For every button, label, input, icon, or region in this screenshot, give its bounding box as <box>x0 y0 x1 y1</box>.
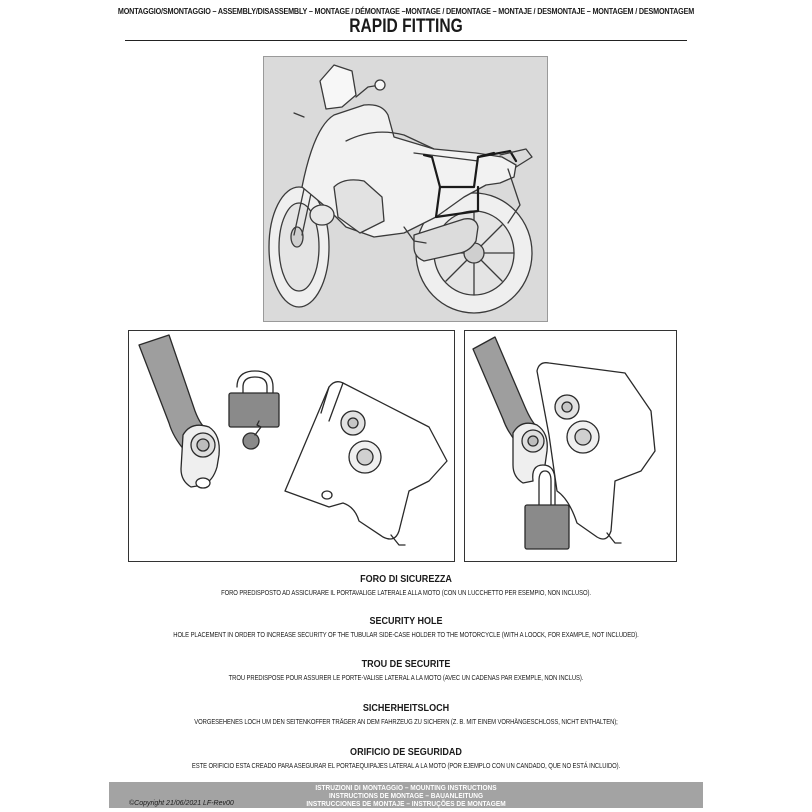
header-divider <box>125 40 687 41</box>
padlock-body <box>229 393 279 427</box>
padlock-fitted <box>525 505 569 549</box>
footer-line-3: INSTRUCCIONES DE MONTAJE – INSTRUÇÕES DE MONTAGEM <box>306 799 506 808</box>
section-title: SICHERHEITSLOCH <box>362 702 450 714</box>
key <box>243 433 259 449</box>
section-french <box>0 658 812 682</box>
copyright-notice: ©Copyright 21/06/2021 LF-Rev00 <box>129 800 234 807</box>
security-hole <box>322 491 332 499</box>
section-title: TROU DE SECURITE <box>361 658 451 670</box>
detail-panel-after <box>464 330 677 562</box>
section-body: HOLE PLACEMENT IN ORDER TO INCREASE SECURITY OF THE TUBULAR SIDE-CASE HOLDER TO THE MOTORCYCLE (WITH A LOOCK, FOR EXAMPLE, NOT INCLUDED). <box>173 630 639 639</box>
section-body: TROU PREDISPOSE POUR ASSURER LE PORTE-VALISE LATERAL A LA MOTO (AVEC UN CADENAS PAR EXEMPLE, NON INCLUS). <box>228 673 584 682</box>
padlock-shackle <box>237 371 273 395</box>
header-languages-line: MONTAGGIO/SMONTAGGIO – ASSEMBLY/DISASSEMBLY – MONTAGE / DÉMONTAGE –MONTAGE / DEMONTAGE – MONTAJE / DESMONTAJE – MONTAGEM / DESMONTAGEM <box>117 6 695 16</box>
page-title: RAPID FITTING <box>349 16 463 37</box>
detail-after-illustration <box>465 331 676 561</box>
motorcycle-overview-figure <box>263 56 548 322</box>
section-spanish <box>0 746 812 770</box>
section-body: VORGESEHENES LOCH UM DEN SEITENKOFFER TRÄGER AN DEM FAHRZEUG ZU SICHERN (Z. B. MIT EINEM VORHÄNGESCHLOSS, NICHT ENTHALTEN); <box>194 717 618 726</box>
detail-panel-before <box>128 330 455 562</box>
detail-before-illustration <box>129 331 454 561</box>
section-body: ESTE ORIFICIO ESTA CREADO PARA ASEGURAR EL PORTAEQUIPAJES LATERAL A LA MOTO (POR EJEMPLO CON UN CANDADO, QUE NO ESTÁ INCLUIDO). <box>191 761 621 770</box>
section-english <box>0 615 812 639</box>
section-italian <box>0 573 812 597</box>
section-title: ORIFICIO DE SEGURIDAD <box>350 746 462 758</box>
section-body: FORO PREDISPOSTO AD ASSICURARE IL PORTAVALIGE LATERALE ALLA MOTO (CON UN LUCCHETTO PER ESEMPIO, NON INCLUSO). <box>221 588 591 597</box>
section-title: SECURITY HOLE <box>369 615 443 627</box>
motorcycle-illustration <box>264 57 547 321</box>
footer-line-2: INSTRUCTIONS DE MONTAGE – BAUANLEITUNG <box>328 791 484 800</box>
section-title: FORO DI SICUREZZA <box>360 573 452 585</box>
footer-line-1: ISTRUZIONI DI MONTAGGIO – MOUNTING INSTRUCTIONS <box>315 783 497 792</box>
section-german <box>0 702 812 726</box>
